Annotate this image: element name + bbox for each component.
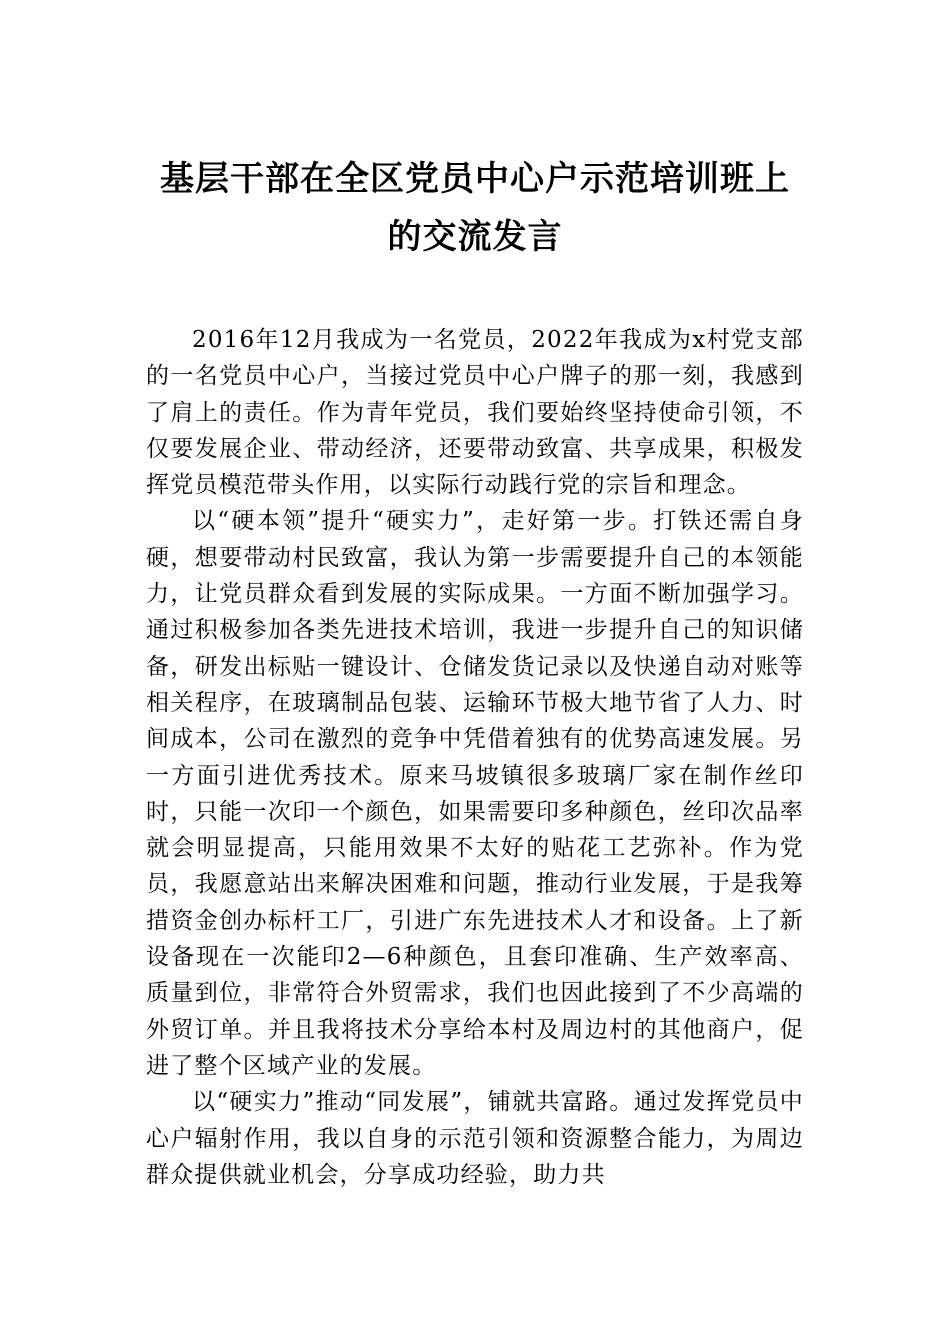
paragraph-2: 以“硬本领”提升“硬实力”，走好第一步。打铁还需自身硬，想要带动村民致富，我认为第一步需要提升自己的本领能力，让党员群众看到发展的实际成果。一方面不断加强学习。通过积极参加各类先进技术培训，我进一步提升自己的知识储备，研发出标贴一键设计、仓储发货记录以及快递自动对账等相关程序，在玻璃制品包装、运输环节极大地节省了人力、时间成本，公司在激烈的竞争中凭借着独有的优势高速发展。另一方面引进优秀技术。原来马坡镇很多玻璃厂家在制作丝印时，只能一次印一个颜色，如果需要印多种颜色，丝印次品率就会明显提高，只能用效果不太好的贴花工艺弥补。作为党员，我愿意站出来解决困难和问题，推动行业发展，于是我筹措资金创办标杆工厂，引进广东先进技术人才和设备。上了新设备现在一次能印2—6种颜色，且套印准确、生产效率高、质量到位，非常符合外贸需求，我们也因此接到了不少高端的外贸订单。并且我将技术分享给本村及周边村的其他商户，促进了整个区域产业的发展。 — [146, 508, 804, 1079]
document-title — [120, 150, 830, 266]
paragraph-1: 2016年12月我成为一名党员，2022年我成为x村党支部的一名党员中心户，当接过党员中心户牌子的那一刻，我感到了肩上的责任。作为青年党员，我们要始终坚持使命引领，不仅要发展企业、带动经济，还要带动致富、共享成果，积极发挥党员模范带头作用，以实际行动践行党的宗旨和理念。 — [146, 327, 804, 499]
title-line-1: 基层干部在全区党员中心户示范培训班上 — [160, 159, 790, 199]
document-body — [146, 322, 804, 1193]
paragraph-3: 以“硬实力”推动“同发展”，铺就共富路。通过发挥党员中心户辐射作用，我以自身的示范引领和资源整合能力，为周边群众提供就业机会，分享成功经验，助力共 — [146, 1089, 804, 1188]
title-line-2: 的交流发言 — [387, 217, 563, 257]
